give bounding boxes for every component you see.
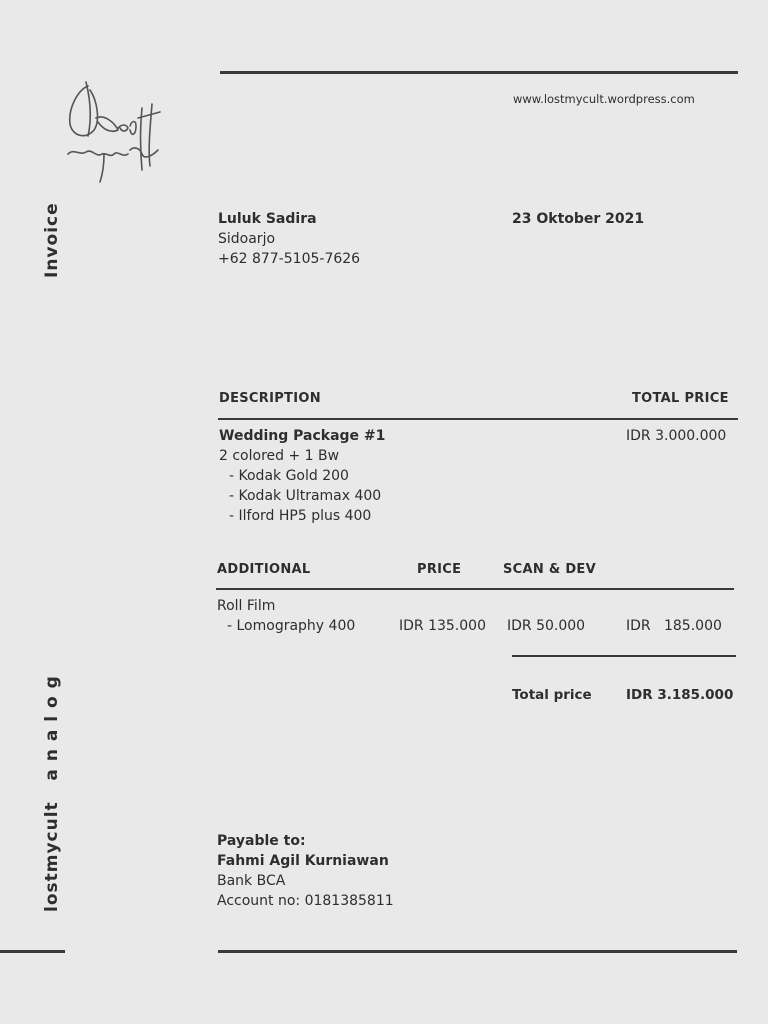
side-rule bbox=[0, 950, 65, 953]
additional-header: ADDITIONAL bbox=[217, 562, 311, 577]
total-value: IDR 3.185.000 bbox=[626, 687, 734, 703]
additional-table-rule bbox=[216, 588, 734, 590]
price-header: PRICE bbox=[417, 562, 462, 577]
main-table-rule bbox=[218, 418, 738, 420]
total-rule bbox=[512, 655, 736, 657]
customer-name: Luluk Sadira bbox=[218, 211, 317, 227]
scan-dev-header: SCAN & DEV bbox=[503, 562, 596, 577]
additional-item-price: IDR 135.000 bbox=[399, 618, 486, 634]
additional-item-detail: - Lomography 400 bbox=[227, 618, 356, 634]
item-price: IDR 3.000.000 bbox=[626, 428, 727, 444]
item-line: - Kodak Ultramax 400 bbox=[229, 488, 382, 504]
additional-item-total: IDR 185.000 bbox=[626, 618, 722, 634]
item-line: - Kodak Gold 200 bbox=[229, 468, 349, 484]
brand-vertical: lostmycult a n a l o g bbox=[42, 675, 62, 912]
customer-phone: +62 877-5105-7626 bbox=[218, 251, 361, 267]
customer-city: Sidoarjo bbox=[218, 231, 276, 247]
bottom-rule bbox=[218, 950, 737, 953]
payee-account: Account no: 0181385811 bbox=[217, 893, 394, 909]
payee-bank: Bank BCA bbox=[217, 873, 286, 889]
additional-item-title: Roll Film bbox=[217, 598, 276, 614]
total-price-header: TOTAL PRICE bbox=[632, 391, 729, 406]
additional-item-scan: IDR 50.000 bbox=[507, 618, 586, 634]
payee-name: Fahmi Agil Kurniawan bbox=[217, 853, 389, 869]
signature-icon bbox=[60, 78, 172, 186]
payable-heading: Payable to: bbox=[217, 833, 306, 849]
invoice-date: 23 Oktober 2021 bbox=[512, 211, 645, 227]
website-url: www.lostmycult.wordpress.com bbox=[513, 92, 695, 106]
doc-type-vertical: Invoice bbox=[42, 202, 62, 278]
item-line: - Ilford HP5 plus 400 bbox=[229, 508, 372, 524]
total-label: Total price bbox=[512, 687, 592, 703]
top-rule bbox=[220, 71, 738, 74]
item-title: Wedding Package #1 bbox=[219, 428, 386, 444]
item-subtitle: 2 colored + 1 Bw bbox=[219, 448, 340, 464]
description-header: DESCRIPTION bbox=[219, 391, 321, 406]
